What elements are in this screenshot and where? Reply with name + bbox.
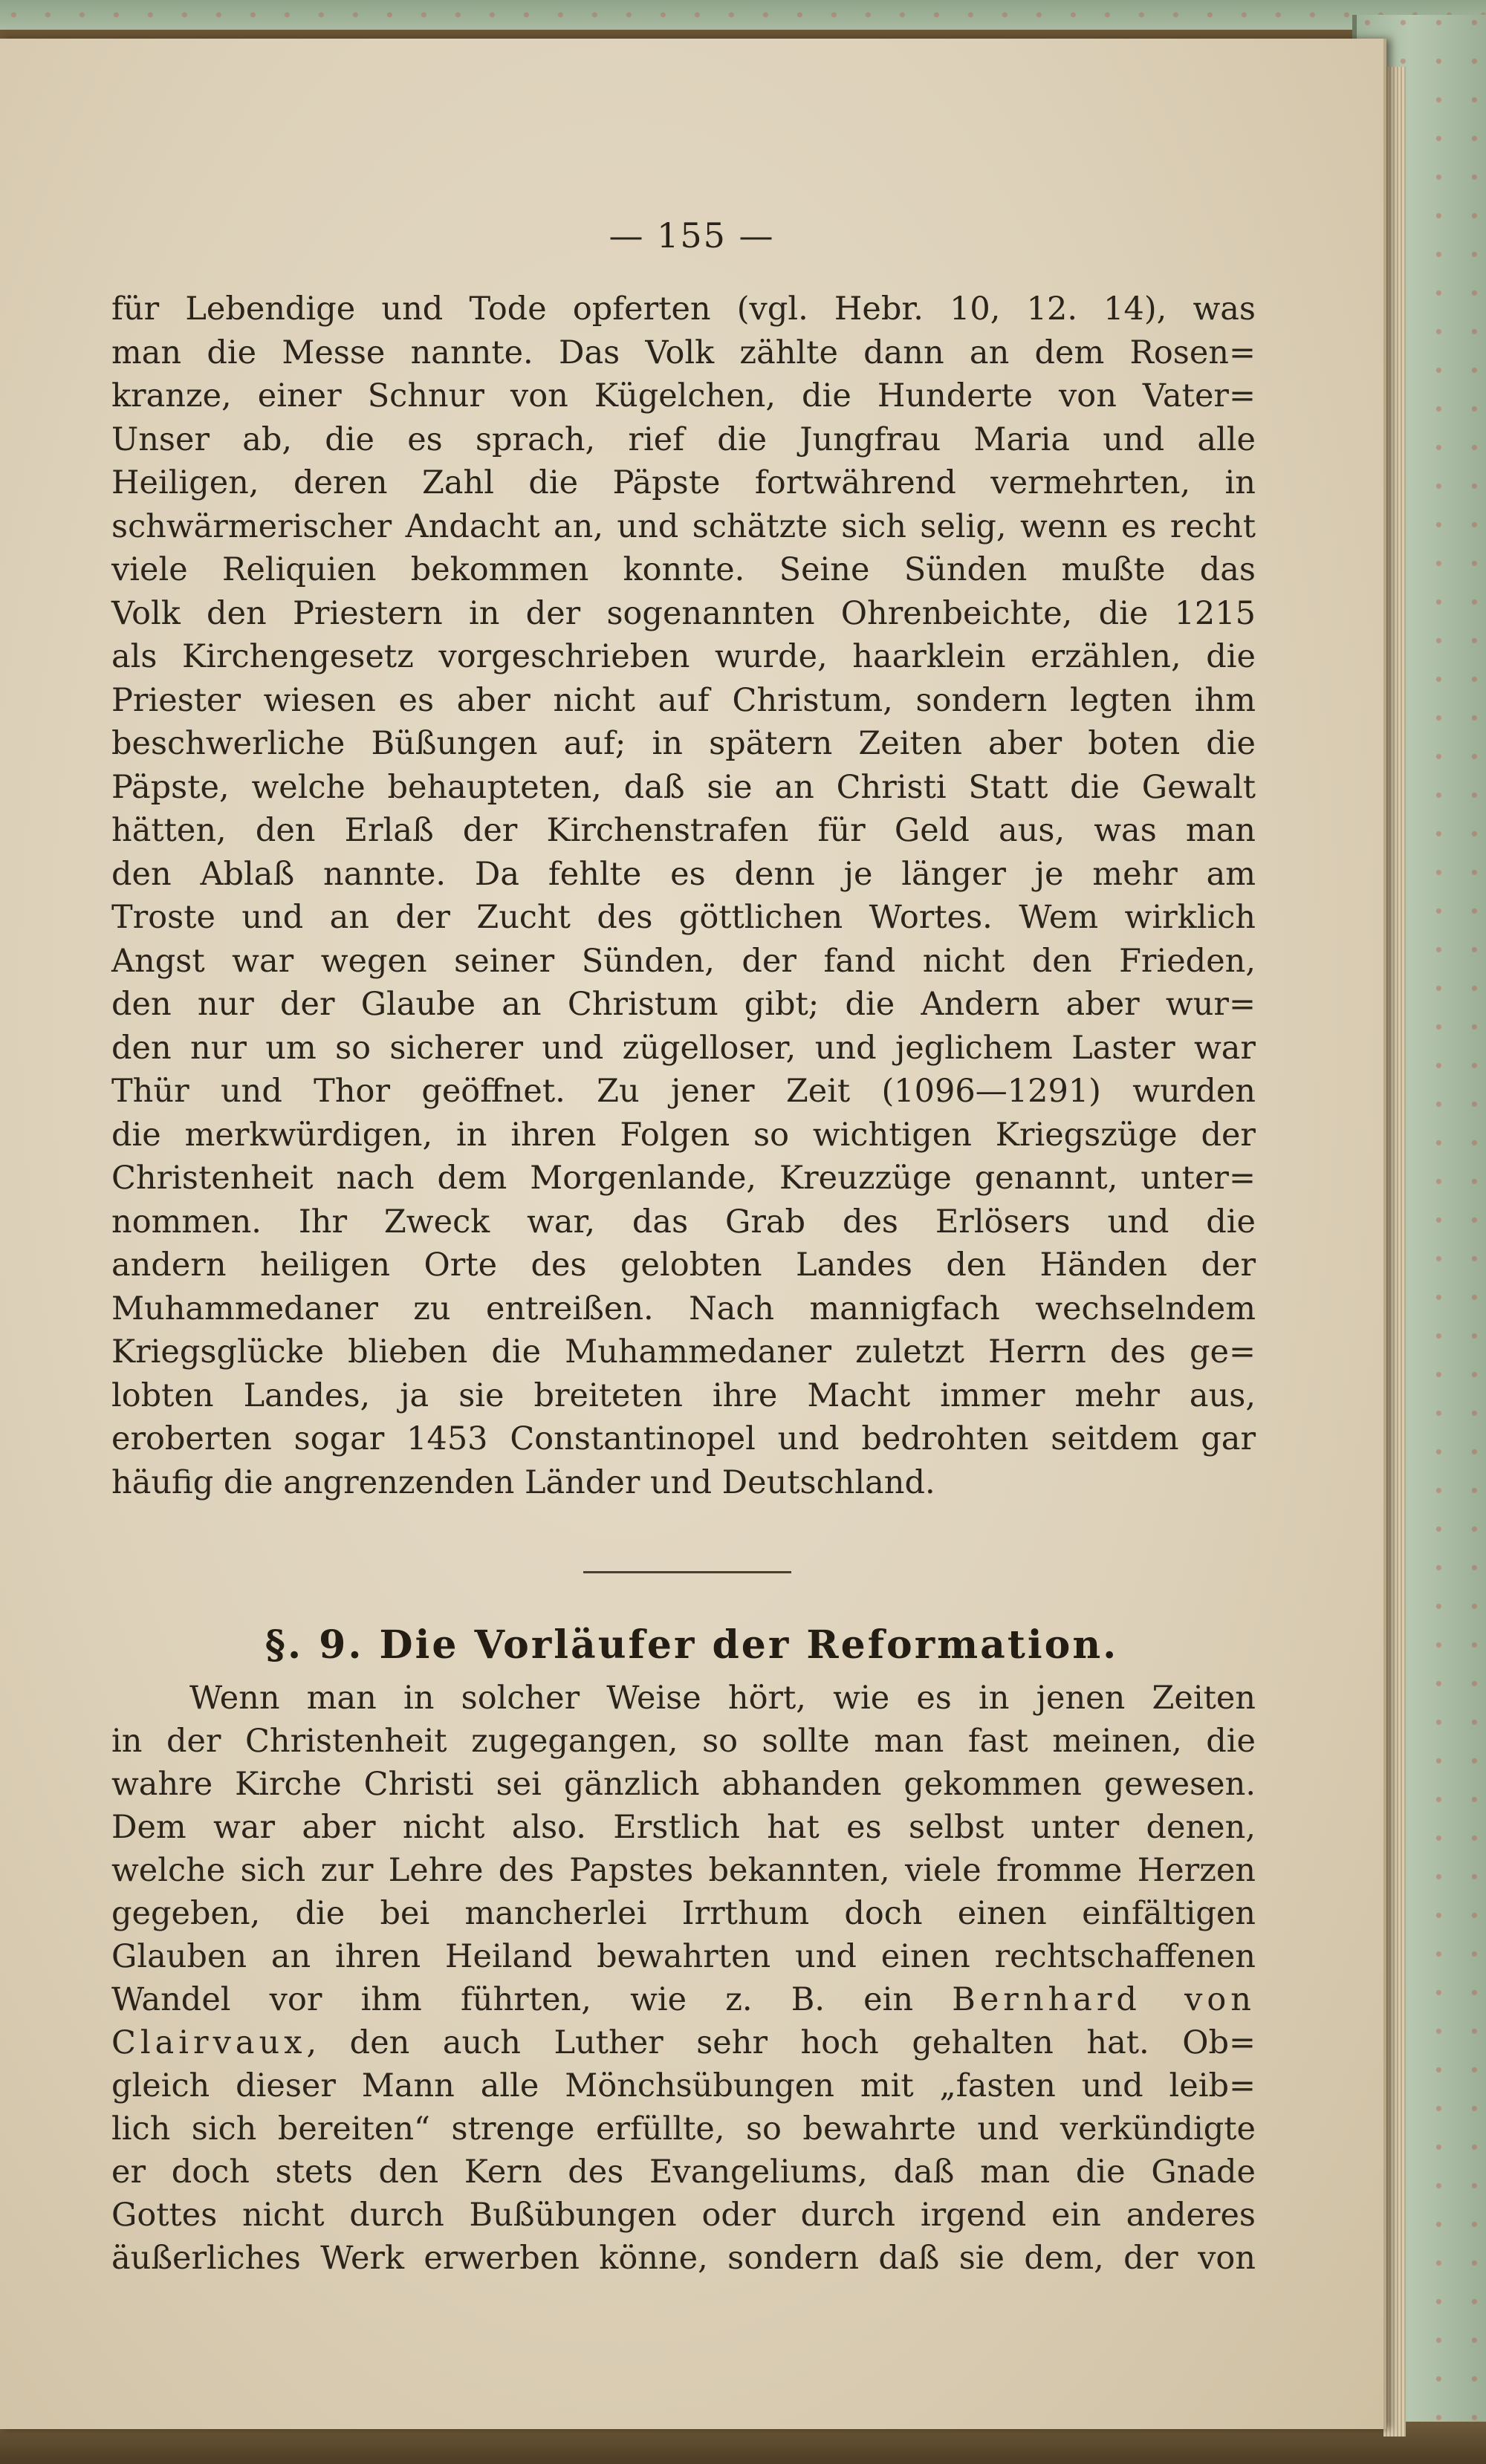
text-line: andern heiligen Orte des gelobten Landes den Händen der	[111, 1246, 1256, 1284]
text-line: den Ablaß nannte. Da fehlte es denn je länger je mehr am	[111, 856, 1256, 893]
text-line: den nur der Glaube an Christum gibt; die Andern aber wur=	[111, 986, 1256, 1023]
text-line: den nur um so sicherer und zügelloser, und jeglichem Laster war	[111, 1030, 1256, 1067]
text-line: welche sich zur Lehre des Papstes bekannten, viele fromme Herzen	[111, 1852, 1256, 1889]
text-line: Thür und Thor geöffnet. Zu jener Zeit (1096—1291) wurden	[111, 1073, 1256, 1110]
text-line: viele Reliquien bekommen konnte. Seine Sünden mußte das	[111, 551, 1256, 588]
text-line: Gottes nicht durch Bußübungen oder durch irgend ein anderes	[111, 2197, 1256, 2234]
page-stack-edges	[1383, 67, 1406, 2437]
text-line: Volk den Priestern in der sogenannten Ohrenbeichte, die 1215	[111, 595, 1256, 632]
text-line: für Lebendige und Tode opferten (vgl. Hebr. 10, 12. 14), was	[111, 290, 1256, 328]
text-line: als Kirchengesetz vorgeschrieben wurde, haarklein erzählen, die	[111, 638, 1256, 675]
text-line: Troste und an der Zucht des göttlichen Wortes. Wem wirklich	[111, 899, 1256, 936]
section-divider	[583, 1571, 791, 1573]
text-line: Dem war aber nicht also. Erstlich hat es selbst unter denen,	[111, 1809, 1256, 1846]
page-number: — 155 —	[609, 215, 775, 256]
text-line: Kriegsglücke blieben die Muhammedaner zuletzt Herrn des ge=	[111, 1333, 1256, 1371]
text-line: eroberten sogar 1453 Constantinopel und bedrohten seitdem gar	[111, 1420, 1256, 1457]
text-line: gegeben, die bei mancherlei Irrthum doch einen einfältigen	[111, 1895, 1256, 1932]
text-line: beschwerliche Büßungen auf; in spätern Zeiten aber boten die	[111, 725, 1256, 762]
text-line: Heiligen, deren Zahl die Päpste fortwährend vermehrten, in	[111, 464, 1256, 501]
text-line: die merkwürdigen, in ihren Folgen so wichtigen Kriegszüge der	[111, 1116, 1256, 1154]
section-heading: §. 9. Die Vorläufer der Reformation.	[265, 1622, 1119, 1668]
text-line: häufig die angrenzenden Länder und Deutschland.	[111, 1464, 935, 1501]
text-line: kranze, einer Schnur von Kügelchen, die Hunderte von Vater=	[111, 377, 1256, 415]
text-line: hätten, den Erlaß der Kirchenstrafen für Geld aus, was man	[111, 812, 1256, 849]
person-name-bernhard: Bernhard von	[952, 1981, 1256, 2018]
text-line: Unser ab, die es sprach, rief die Jungfrau Maria und alle	[111, 421, 1256, 458]
text-line: wahre Kirche Christi sei gänzlich abhanden gekommen gewesen.	[111, 1766, 1256, 1803]
text-span: Wandel vor ihm führten, wie z. B. ein	[111, 1981, 914, 2018]
text-line: lich sich bereiten“ strenge erfüllte, so bewahrte und verkündigte	[111, 2110, 1256, 2148]
text-line: nommen. Ihr Zweck war, das Grab des Erlösers und die	[111, 1203, 1256, 1241]
book-cover-top-edge	[0, 0, 1486, 30]
text-line: äußerliches Werk erwerben könne, sondern daß sie dem, der von	[111, 2240, 1256, 2277]
place-name-clairvaux: Clairvaux	[111, 2024, 307, 2061]
text-line: Angst war wegen seiner Sünden, der fand nicht den Frieden,	[111, 943, 1256, 980]
text-line: in der Christenheit zugegangen, so sollte man fast meinen, die	[111, 1723, 1256, 1760]
text-line: Christenheit nach dem Morgenlande, Kreuzzüge genannt, unter=	[111, 1160, 1256, 1197]
text-span: , den auch Luther sehr hoch gehalten hat. Ob=	[306, 2024, 1256, 2061]
text-line: schwärmerischer Andacht an, und schätzte sich selig, wenn es recht	[111, 508, 1256, 545]
text-line: man die Messe nannte. Das Volk zählte dann an dem Rosen=	[111, 334, 1256, 371]
text-line: Muhammedaner zu entreißen. Nach mannigfach wechselndem	[111, 1290, 1256, 1327]
text-line: er doch stets den Kern des Evangeliums, daß man die Gnade	[111, 2153, 1256, 2191]
text-line: gleich dieser Mann alle Mönchsübungen mit „fasten und leib=	[111, 2067, 1256, 2104]
book-page	[0, 39, 1386, 2429]
text-line: Wenn man in solcher Weise hört, wie es in jenen Zeiten	[189, 1680, 1256, 1717]
text-line: Päpste, welche behaupteten, daß sie an Christi Statt die Gewalt	[111, 769, 1256, 806]
text-line	[111, 1978, 1256, 2021]
text-line: lobten Landes, ja sie breiteten ihre Macht immer mehr aus,	[111, 1377, 1256, 1414]
text-line	[111, 2021, 1256, 2064]
text-line: Priester wiesen es aber nicht auf Christum, sondern legten ihm	[111, 682, 1256, 719]
text-line: Glauben an ihren Heiland bewahrten und einen rechtschaffenen	[111, 1938, 1256, 1975]
